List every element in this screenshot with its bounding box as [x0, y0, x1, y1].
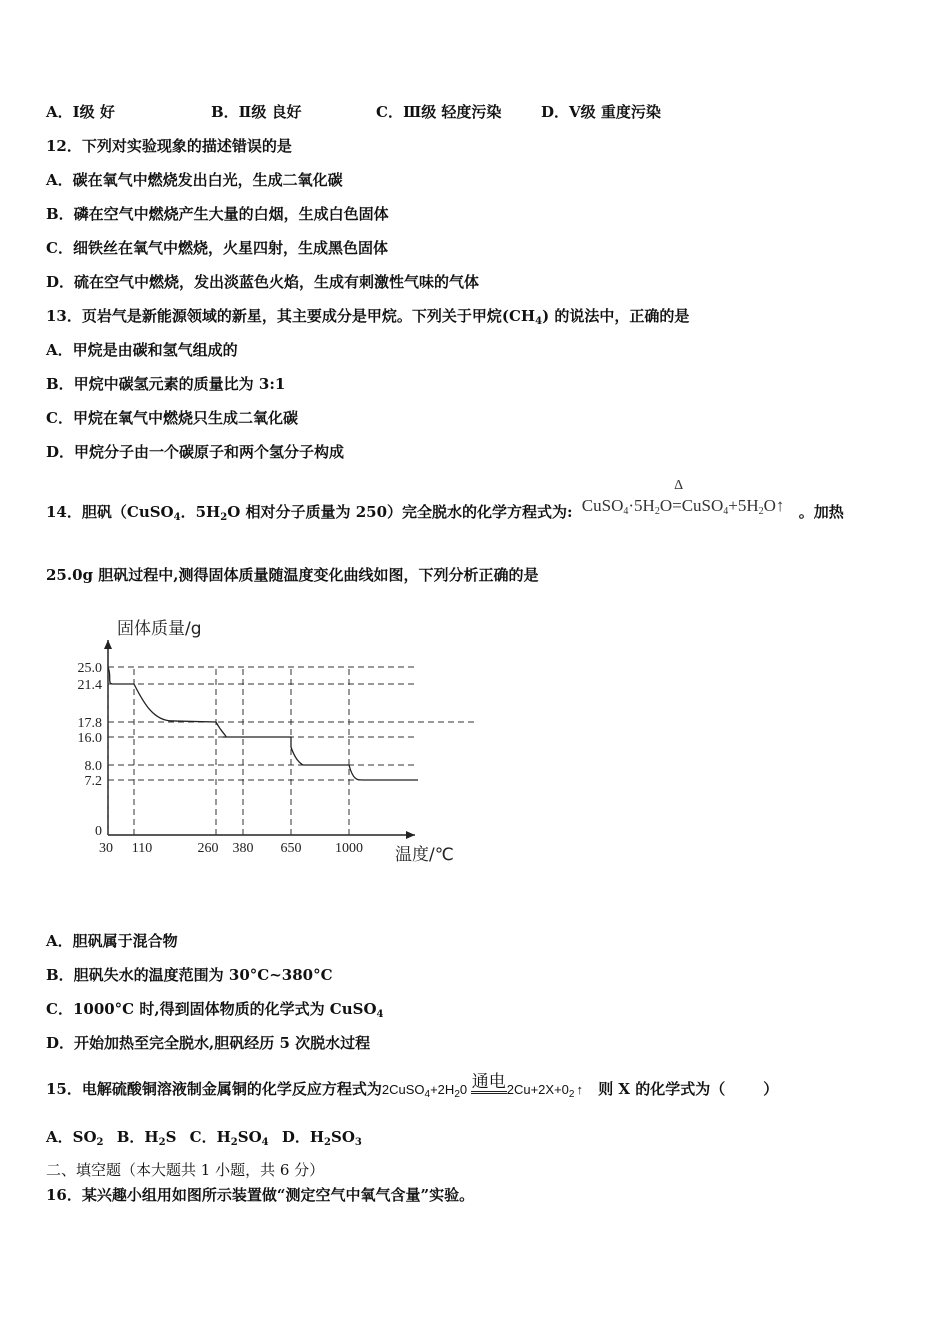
y-tick-label: 16.0 [77, 731, 102, 746]
q14-eq-left: CuSO [581, 496, 624, 515]
chart-tick-labels [78, 661, 364, 856]
q14-eq-left2-sub: 2 [654, 506, 660, 517]
q11-option-a[interactable]: A．Ⅰ级 好 [46, 103, 115, 121]
q15-eq-left3: 0 [459, 1082, 468, 1097]
q13-option-c[interactable]: C．甲烷在氧气中燃烧只生成二氧化碳 [46, 409, 298, 427]
q15-eq-right: 2Cu+2X+0 [506, 1082, 569, 1097]
q14-eq-delta: Δ [674, 478, 684, 493]
mass-temperature-chart [60, 612, 480, 872]
q14-eq-equals: = [672, 496, 682, 515]
q12-stem: 12．下列对实验现象的描述错误的是 [46, 137, 292, 155]
y-tick-label: 0 [95, 824, 102, 839]
y-tick-label: 7.2 [84, 774, 102, 789]
q12-option-d[interactable]: D．硫在空气中燃烧，发出淡蓝色火焰，生成有刺激性气味的气体 [46, 273, 480, 291]
q14-stem-part1: 14．胆矾（CuSO [46, 503, 174, 521]
q14-option-d[interactable]: D．开始加热至完全脱水,胆矾经历 5 次脱水过程 [46, 1034, 371, 1052]
q14-stem-line2: 25.0g 胆矾过程中,测得固体质量随温度变化曲线如图，下列分析正确的是 [46, 566, 539, 584]
q16-stem: 16．某兴趣小组用如图所示装置做“测定空气中氧气含量”实验。 [46, 1186, 475, 1204]
q14-stem-part2: ．5H [180, 503, 221, 521]
q15-eq-left-sub: 4 [424, 1089, 431, 1100]
y-tick-label: 25.0 [77, 661, 102, 676]
q13-option-a[interactable]: A．甲烷是由碳和氢气组成的 [46, 341, 238, 359]
q15-eq-left2: +2H [430, 1082, 455, 1097]
q11-option-b[interactable]: B．Ⅱ级 良好 [211, 103, 302, 121]
q12-option-a[interactable]: A．碳在氧气中燃烧发出白光，生成二氧化碳 [46, 171, 343, 189]
q15-stem-close: ） [763, 1080, 779, 1098]
q14-option-c-text: C．1000°C 时,得到固体物质的化学式为 CuSO [46, 1000, 377, 1018]
x-tick-label: 1000 [335, 841, 363, 856]
q13-stem-after: ) 的说法中，正确的是 [542, 307, 690, 325]
q15-eq-condition: 通电 [471, 1073, 507, 1094]
x-tick-label: 650 [280, 841, 302, 856]
q14-sub4: 4 [173, 512, 181, 523]
q14-eq-right: CuSO [681, 496, 724, 515]
x-tick-label: 30 [99, 841, 113, 856]
q15-stem-before: 15．电解硫酸铜溶液制金属铜的化学反应方程式为 [46, 1080, 382, 1098]
q11-option-d[interactable]: D．Ⅴ级 重度污染 [541, 103, 661, 121]
q14-option-b[interactable]: B．胆矾失水的温度范围为 30°C~380°C [46, 966, 333, 984]
q15-stem-after: 则 X 的化学式为（ [598, 1080, 726, 1098]
chart-gridlines [108, 667, 475, 835]
q13-option-d[interactable]: D．甲烷分子由一个碳原子和两个氢分子构成 [46, 443, 345, 461]
q15-stem [46, 1072, 779, 1101]
y-axis-arrow [104, 640, 112, 649]
q15-eq-right-sub: 2 [568, 1089, 575, 1100]
q15-eq-left: 2CuSO [381, 1082, 425, 1097]
y-tick-label: 8.0 [84, 759, 102, 774]
x-tick-label: 380 [232, 841, 254, 856]
q15-option-c[interactable]: C．$H_2SO_4$ [189, 1128, 269, 1148]
q15-option-a[interactable]: A．$SO_2$ [46, 1128, 104, 1148]
q15-equation [381, 1072, 583, 1100]
q13-stem-before: 13．页岩气是新能源领域的新星，其主要成分是甲烷。下列关于甲烷(CH [46, 307, 536, 325]
q14-eq-left-sub: 4 [623, 506, 629, 517]
chart-y-axis-label: 固体质量/g [117, 619, 202, 639]
chart-axes [104, 640, 415, 839]
q11-options-row [46, 102, 661, 122]
x-axis-arrow [406, 831, 415, 839]
q15-option-d[interactable]: D．$H_2SO_3$ [281, 1128, 362, 1148]
q14-eq-right2: +5H [728, 496, 759, 515]
q13-stem [46, 306, 689, 326]
q14-option-c[interactable] [46, 999, 384, 1019]
q11-option-c[interactable]: C．Ⅲ级 轻度污染 [376, 103, 502, 121]
q14-eq-right2-sub: 2 [758, 506, 764, 517]
q14-option-c-sub: 4 [376, 1009, 384, 1020]
q14-stem-tail: 。加热 [798, 503, 844, 521]
y-tick-label: 21.4 [77, 678, 102, 693]
x-tick-label: 110 [131, 841, 153, 856]
y-tick-label: 17.8 [77, 716, 102, 731]
q15-eq-left2-sub: 2 [454, 1089, 460, 1100]
q15-options-row [46, 1127, 362, 1147]
q14-sub2: 2 [220, 512, 228, 523]
q14-stem [46, 478, 844, 523]
q14-eq-right-sub: 4 [723, 506, 729, 517]
q14-equation [581, 478, 789, 517]
chart-x-axis-label: 温度/℃ [395, 845, 454, 865]
q14-eq-left3: O [659, 496, 673, 515]
section-heading: 二、填空题（本大题共 1 小题，共 6 分） [46, 1161, 325, 1179]
q13-option-b[interactable]: B．甲烷中碳氢元素的质量比为 3:1 [46, 375, 286, 393]
q13-stem-sub: 4 [535, 316, 543, 327]
x-tick-label: 260 [197, 841, 219, 856]
q12-option-c[interactable]: C．细铁丝在氧气中燃烧，火星四射，生成黑色固体 [46, 239, 388, 257]
q12-option-b[interactable]: B．磷在空气中燃烧产生大量的白烟，生成白色固体 [46, 205, 389, 223]
q14-eq-left2: ·5H [628, 496, 655, 515]
q14-option-a[interactable]: A．胆矾属于混合物 [46, 932, 178, 950]
q15-eq-up-arrow-icon: ↑ [576, 1082, 583, 1097]
q14-stem-part3: O 相对分子质量为 250）完全脱水的化学方程式为: [227, 503, 573, 521]
q14-eq-condition [672, 478, 684, 516]
q14-eq-right3: O↑ [763, 496, 785, 515]
q15-option-b[interactable]: B．$H_2S$ [116, 1128, 177, 1148]
